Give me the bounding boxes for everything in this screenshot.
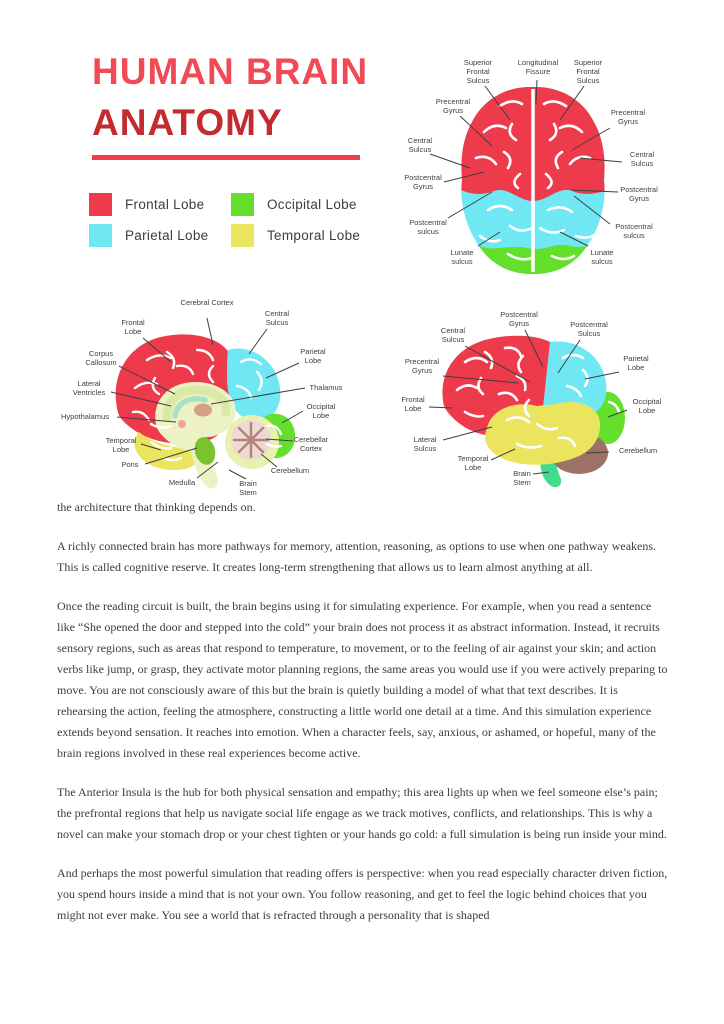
label-central-sulcus-left: Central Sulcus	[407, 136, 433, 154]
label-central-sulcus: Central Sulcus	[264, 309, 290, 327]
brain-lateral-view-illustration	[395, 290, 724, 502]
article-body	[57, 497, 669, 944]
label-postcentral-gyrus-right: Postcentral Gyrus	[620, 185, 658, 203]
label-cerebellum: Cerebellum	[618, 446, 658, 455]
label-pons: Pons	[121, 460, 139, 469]
label-longitudinal-fissure: Longitudinal Fissure	[517, 58, 559, 76]
legend-swatch-parietal	[89, 224, 112, 247]
legend-item-frontal	[89, 193, 204, 216]
label-lateral-sulcus: Lateral Sulcus	[413, 435, 437, 453]
label-precentral-gyrus-right: Precentral Gyrus	[610, 108, 646, 126]
label-precentral-gyrus-left: Precentral Gyrus	[435, 97, 471, 115]
label-postcentral-gyrus: Postcentral Gyrus	[500, 310, 538, 328]
label-lateral-ventricles: Lateral Ventricles	[72, 379, 106, 397]
legend-label-occipital: Occipital Lobe	[267, 197, 357, 212]
label-central-sulcus: Central Sulcus	[440, 326, 466, 344]
label-postcentral-sulcus-left: Postcentral sulcus	[409, 218, 447, 236]
frontal-lobe-region	[445, 76, 625, 201]
title-line-2: ANATOMY	[92, 102, 283, 143]
label-lunate-sulcus-right: Lunate sulcus	[590, 248, 614, 266]
label-superior-frontal-sulcus-left: Superior Frontal Sulcus	[463, 58, 493, 85]
diagram-brain-top-view	[400, 40, 724, 285]
title-line-1: HUMAN BRAIN	[92, 51, 369, 92]
label-occipital-lobe: Occipital Lobe	[632, 397, 662, 415]
arbor-vitae-center	[248, 437, 255, 444]
paragraph-simulating-experience: Once the reading circuit is built, the brain begins using it for simulating experience. For example, when you read a sentence like “She opened the door and stepped into the cold” your brain does not process it as abstract information. Instead, it recruits sensory regions, such as areas that respond to temperature, to movement, or to the feeling of air against your skin; and action verbs like jump, or grasp, they activate motor planning regions, the same areas you would use if you were actively preparing to move. You are not consciously aware of this but the brain is quietly building a model of what that text describes. It is rehearsing the action, feeling the atmosphere, constructing a little world one detail at a time. And this simulation experience extends beyond sensation. It reaches into emotion. When a character feels, say, anxious, or ashamed, or hopeful, many of the brain regions involved in these real experiences become active.	[57, 599, 668, 760]
diagram-brain-lateral-view	[395, 290, 724, 502]
label-superior-frontal-sulcus-right: Superior Frontal Sulcus	[573, 58, 603, 85]
label-parietal-lobe: Parietal Lobe	[623, 354, 649, 372]
legend-swatch-occipital	[231, 193, 254, 216]
page-title	[92, 46, 368, 160]
label-cerebellum: Cerebellum	[270, 466, 310, 475]
legend-swatch-temporal	[231, 224, 254, 247]
label-temporal-lobe: Temporal Lobe	[105, 436, 137, 454]
legend-item-parietal	[89, 224, 208, 247]
label-parietal-lobe: Parietal Lobe	[300, 347, 326, 365]
legend-swatch-frontal	[89, 193, 112, 216]
label-lunate-sulcus-left: Lunate sulcus	[450, 248, 474, 266]
diagram-brain-medial-view	[55, 290, 395, 502]
label-postcentral-sulcus: Postcentral Sulcus	[570, 320, 608, 338]
label-frontal-lobe: Frontal Lobe	[401, 395, 425, 413]
paragraph-anterior-insula: The Anterior Insula is the hub for both physical sensation and empathy; this area lights up when we feel someone else’s pain; the prefrontal regions that help us navigate social life engage as we track motives, conflicts, and relationships. This is why a novel can make your stomach drop or your chest tighten or your hands go cold: a full simulation is being run inside your mind.	[57, 785, 667, 841]
label-occipital-lobe: Occipital Lobe	[306, 402, 336, 420]
paragraph-perspective: And perhaps the most powerful simulation that reading offers is perspective: when you read especially character driven fiction, you spend hours inside a mind that is not your own. You follow reasoning, and get to feel the logic behind choices that you might not ever make. You see a world that is refracted through a personality that is shaped	[57, 866, 668, 922]
label-precentral-gyrus: Precentral Gyrus	[404, 357, 440, 375]
label-postcentral-sulcus-right: Postcentral sulcus	[615, 222, 653, 240]
label-temporal-lobe: Temporal Lobe	[457, 454, 489, 472]
legend-label-parietal: Parietal Lobe	[125, 228, 209, 243]
paragraph-cognitive-reserve: A richly connected brain has more pathways for memory, attention, reasoning, as options to use when one pathway weakens. This is called cognitive reserve. It creates long-term strengthening that allows us to learn almost anything at all.	[57, 539, 657, 574]
legend-label-temporal: Temporal Lobe	[267, 228, 361, 243]
hypothalamus-region	[178, 420, 186, 428]
label-hypothalamus: Hypothalamus	[61, 412, 109, 421]
label-cerebellar-cortex: Cerebellar Cortex	[293, 435, 329, 453]
legend-label-frontal: Frontal Lobe	[125, 197, 205, 212]
label-brain-stem: Brain Stem	[513, 469, 531, 487]
thalamus-region	[194, 404, 212, 417]
label-brain-stem: Brain Stem	[239, 479, 257, 497]
legend-item-occipital	[231, 193, 357, 216]
label-thalamus: Thalamus	[309, 383, 343, 392]
label-cerebral-cortex: Cerebral Cortex	[180, 298, 234, 307]
title-underline	[92, 155, 360, 160]
label-central-sulcus-right: Central Sulcus	[629, 150, 655, 168]
label-medulla: Medulla	[168, 478, 196, 487]
label-frontal-lobe: Frontal Lobe	[121, 318, 145, 336]
legend-item-temporal	[231, 224, 360, 247]
label-postcentral-gyrus-left: Postcentral Gyrus	[404, 173, 442, 191]
label-corpus-callosum: Corpus Callosum	[85, 349, 117, 367]
paragraph-fragment: the architecture that thinking depends on.	[57, 500, 256, 514]
